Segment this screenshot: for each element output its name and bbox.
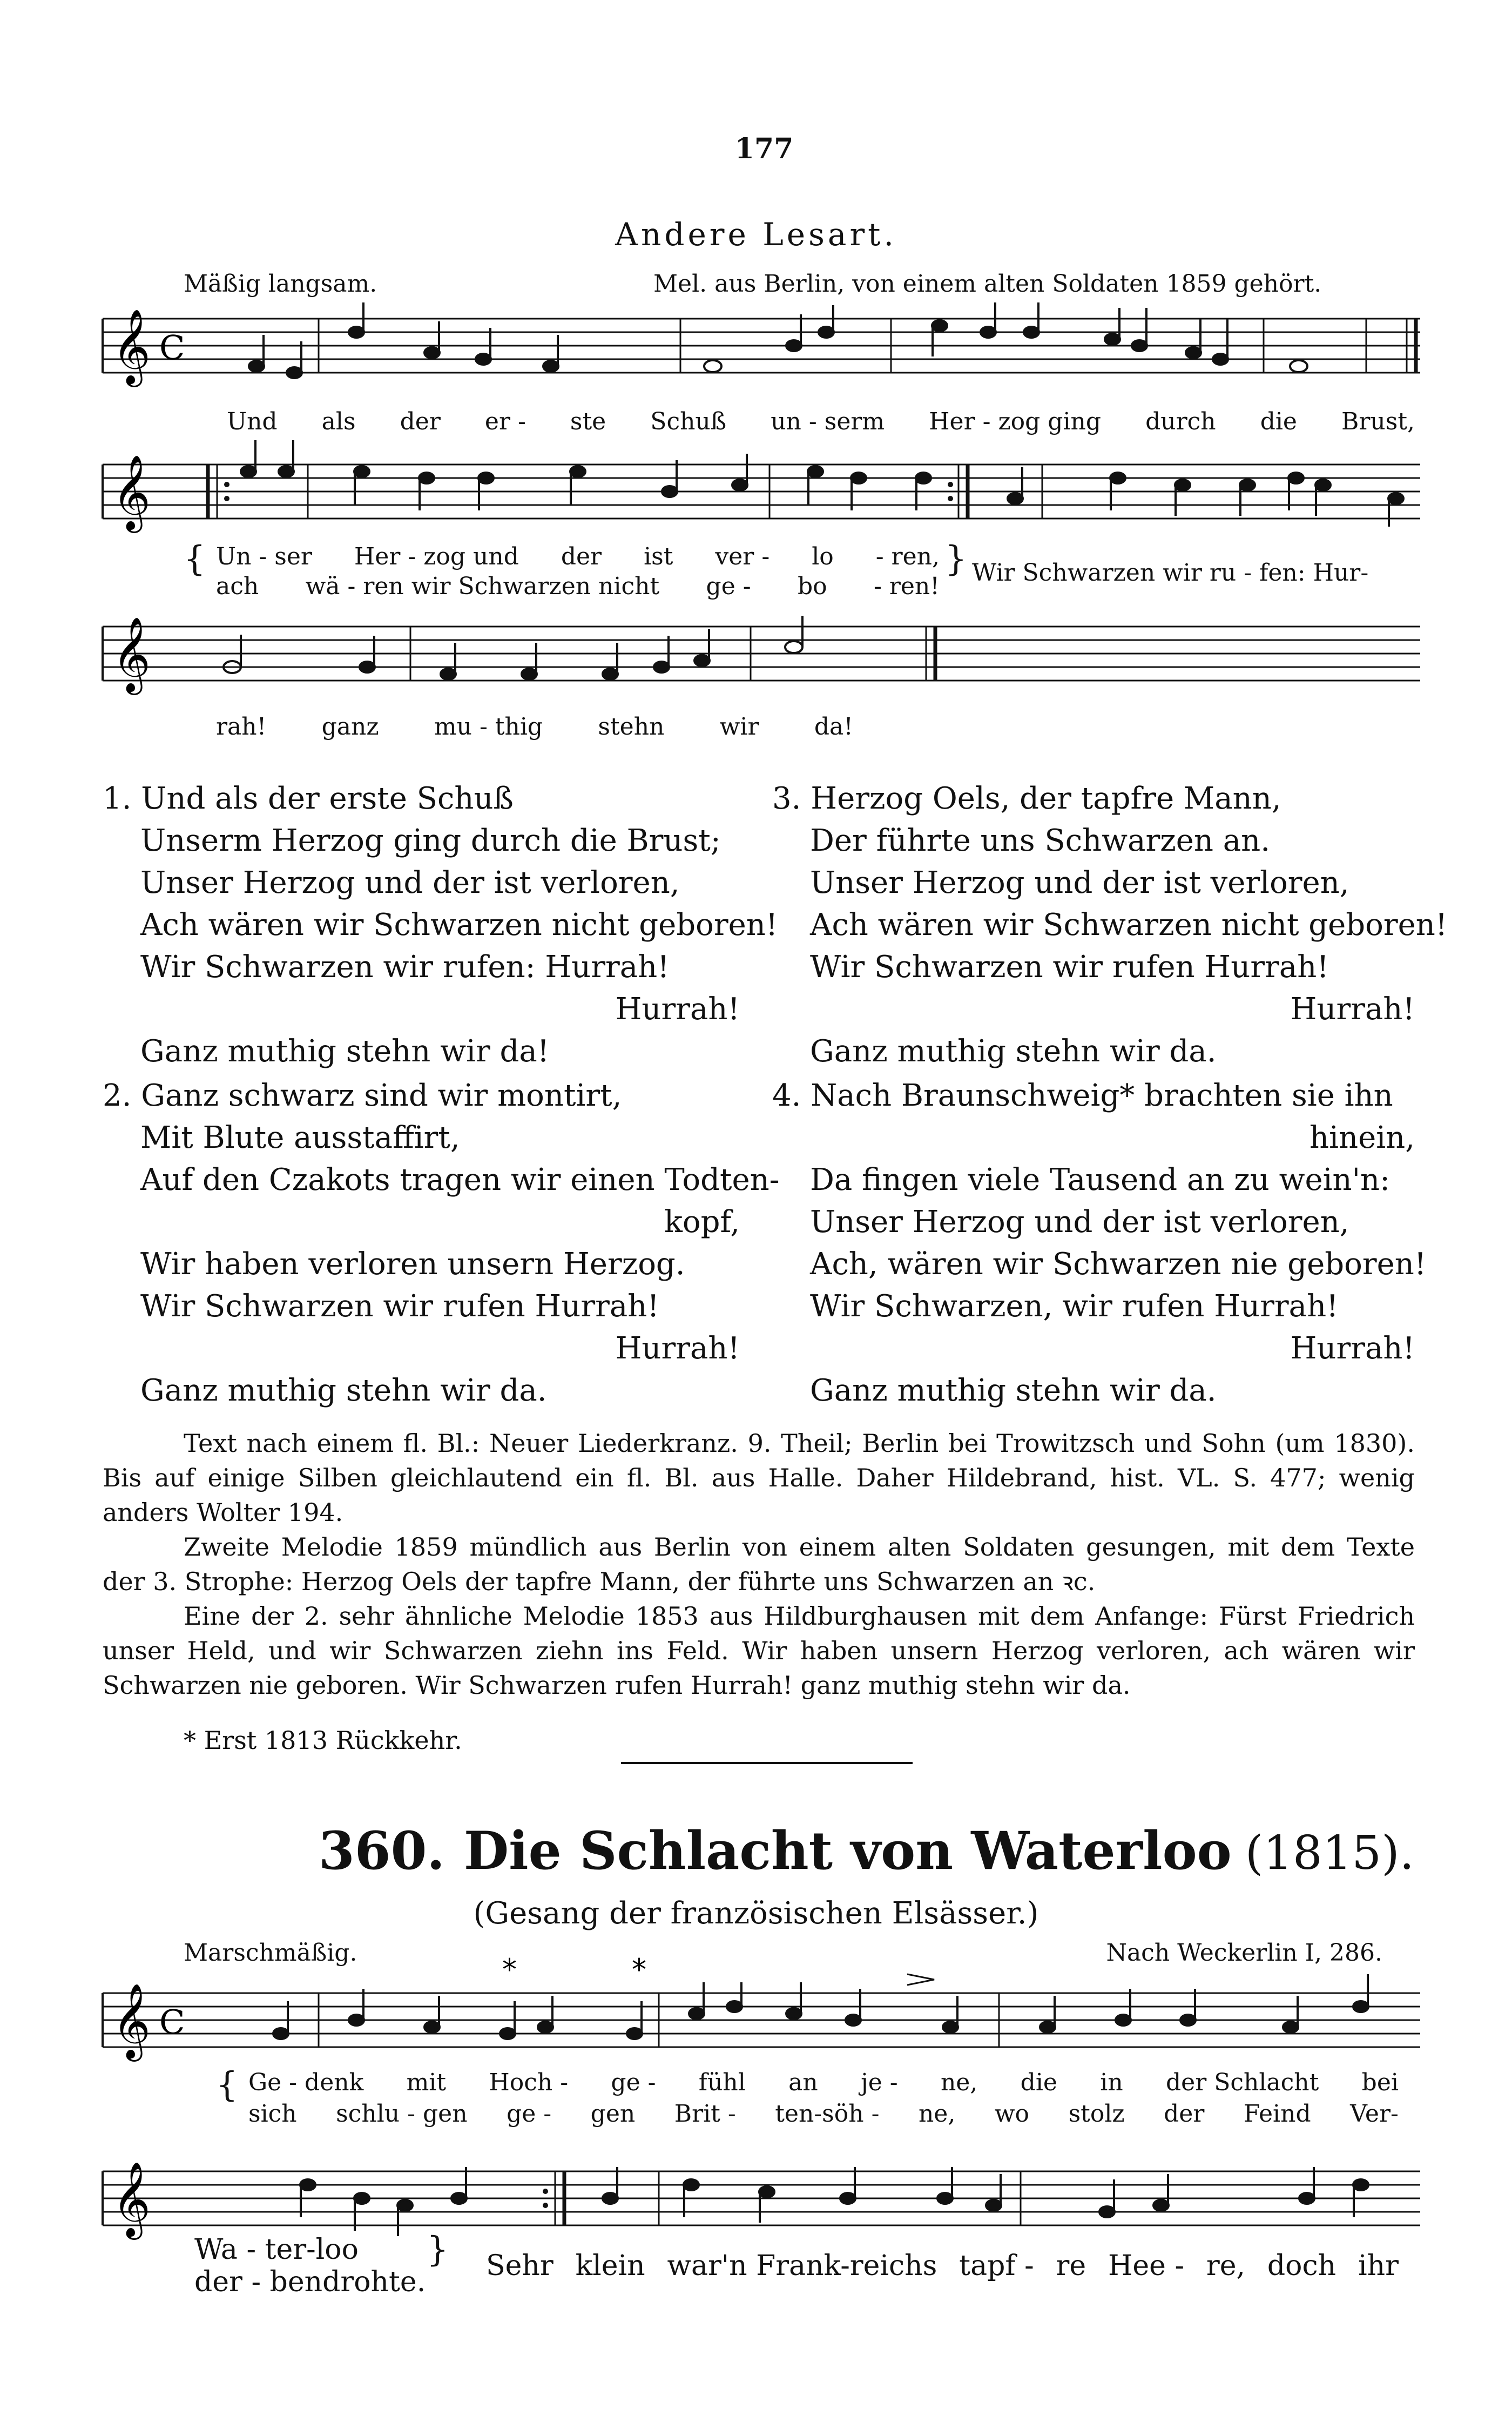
footnote: * Erst 1813 Rückkehr.: [184, 1726, 462, 1755]
verse-line: Ach wären wir Schwarzen nicht geboren!: [810, 907, 1448, 943]
treble-clef-icon: 𝄞: [112, 617, 151, 692]
verse-line: Unser Herzog und der ist verloren,: [810, 865, 1349, 900]
lyrics-line-2c: Wir Schwarzen wir ru - fen: Hur-: [972, 559, 1369, 587]
lyric-syllable: er -: [484, 408, 526, 435]
treble-clef-icon: 𝄞: [112, 1983, 151, 2058]
verse-number: 4.: [772, 1078, 801, 1113]
lyric-syllable: ver -: [715, 543, 770, 570]
lyric-syllable: ihr: [1358, 2250, 1399, 2282]
verse-line: Mit Blute ausstaffirt,: [140, 1120, 460, 1155]
common-time-icon: C: [159, 2002, 185, 2042]
verse-line: Hurrah!: [615, 992, 740, 1027]
brace-icon: {: [184, 539, 206, 579]
lyric-syllable: Und: [227, 408, 278, 435]
lyric-syllable: Brit -: [674, 2100, 736, 2128]
lyric-syllable: durch: [1145, 408, 1216, 435]
lyric-syllable: ne,: [940, 2069, 978, 2096]
lyrics-s2-line-2a: Wa - ter-loo: [194, 2233, 359, 2266]
lyric-syllable: ach: [216, 573, 259, 600]
lyric-syllable: Hoch -: [489, 2069, 569, 2096]
asterisk-mark: *: [632, 1953, 646, 1987]
melody-source: Nach Weckerlin I, 286.: [1106, 1939, 1382, 1967]
verse-line: Ganz muthig stehn wir da.: [810, 1034, 1217, 1069]
verse-line: Wir haben verloren unsern Herzog.: [140, 1247, 685, 1282]
verse-line: Wir Schwarzen wir rufen Hurrah!: [810, 950, 1329, 985]
music-staff-5: [103, 2155, 1420, 2242]
verse-line: Und als der erste Schuß: [141, 781, 514, 816]
verse-line: Ganz muthig stehn wir da.: [140, 1373, 547, 1408]
lyric-syllable: bei: [1361, 2069, 1399, 2096]
lyric-syllable: Hee -: [1108, 2250, 1185, 2282]
verse-line: Ach wären wir Schwarzen nicht geboren!: [140, 907, 778, 943]
tempo-marking: Marschmäßig.: [184, 1939, 357, 1967]
lyric-syllable: die: [1260, 408, 1297, 435]
lyric-syllable: der: [1164, 2100, 1205, 2128]
lyric-syllable: ge -: [507, 2100, 552, 2128]
song-title-block: [319, 1820, 1414, 1881]
asterisk-mark: *: [502, 1953, 517, 1987]
lyric-syllable: wir: [719, 713, 759, 741]
note-paragraph: Text nach einem fl. Bl.: Neuer Liederkranz. 9. Theil; Berlin bei Trowitzsch und Sohn (um 1830). Bis auf einige Silben gleichlautend ein fl. Bl. aus Halle. Daher Hildebrand, hist. VL. S. 477; wenig anders Wolter 194.: [103, 1429, 1415, 1527]
lyrics-s2-line-2b: der - bendrohte.: [194, 2266, 426, 2298]
verse-line: Da fingen viele Tausend an zu wein'n:: [810, 1162, 1390, 1197]
lyric-syllable: Feind: [1243, 2100, 1311, 2128]
verse-line: Hurrah!: [1290, 992, 1415, 1027]
lyric-syllable: un - serm: [771, 408, 885, 435]
lyric-syllable: lo: [812, 543, 834, 570]
lyric-syllable: ge -: [706, 573, 751, 600]
lyric-syllable: ne,: [918, 2100, 956, 2128]
verse-line: Herzog Oels, der tapfre Mann,: [811, 781, 1281, 816]
verse-line: Unserm Herzog ging durch die Brust;: [140, 823, 721, 858]
verse-line: Unser Herzog und der ist verloren,: [810, 1204, 1349, 1240]
lyrics-s2-line-1a: [248, 2069, 1399, 2096]
lyrics-s2-line-1b: [248, 2100, 1399, 2128]
lyric-syllable: Ver-: [1350, 2100, 1399, 2128]
verse-line: Wir Schwarzen wir rufen: Hurrah!: [140, 950, 670, 985]
verse-line: Ganz schwarz sind wir montirt,: [141, 1078, 622, 1113]
lyrics-s2-line-2c: [486, 2250, 1399, 2282]
editorial-notes: [103, 1426, 1415, 1702]
verse-line: hinein,: [1310, 1120, 1415, 1155]
lyric-syllable: mit: [406, 2069, 447, 2096]
lyric-syllable: sich: [248, 2100, 297, 2128]
lyric-syllable: fühl: [698, 2069, 746, 2096]
verse-line: Hurrah!: [1290, 1331, 1415, 1366]
verse-line: Nach Braunschweig* brachten sie ihn: [811, 1078, 1393, 1113]
lyrics-line-3: [216, 713, 853, 741]
lyric-syllable: war'n Frank-reichs: [667, 2250, 937, 2282]
lyric-syllable: Schuß: [650, 408, 727, 435]
common-time-icon: C: [159, 328, 185, 367]
lyric-syllable: Her - zog ging: [929, 408, 1102, 435]
lyric-syllable: Brust,: [1341, 408, 1415, 435]
lyric-syllable: re,: [1206, 2250, 1246, 2282]
song-title: Die Schlacht von Waterloo: [463, 1820, 1232, 1881]
lyric-syllable: tapf -: [959, 2250, 1034, 2282]
lyric-syllable: als: [321, 408, 356, 435]
lyric-syllable: mu - thig: [434, 713, 543, 741]
lyric-syllable: Ge - denk: [248, 2069, 364, 2096]
lyric-syllable: stehn: [598, 713, 665, 741]
lyric-syllable: - ren!: [874, 573, 940, 600]
lyric-syllable: ganz: [321, 713, 379, 741]
song-year: (1815).: [1245, 1826, 1415, 1880]
verse-line: kopf,: [664, 1204, 740, 1240]
accent-mark: [907, 1974, 934, 1985]
lyric-syllable: ge -: [611, 2069, 656, 2096]
treble-clef-icon: 𝄞: [112, 309, 151, 384]
verse-number: 1.: [103, 781, 132, 816]
lyric-syllable: stolz: [1068, 2100, 1125, 2128]
lyric-syllable: Her - zog und: [354, 543, 519, 570]
verse-3: [772, 778, 1448, 1073]
treble-clef-icon: 𝄞: [112, 455, 151, 530]
lyrics-line-2b: [216, 573, 940, 600]
lyric-syllable: rah!: [216, 713, 267, 741]
verse-line: Ganz muthig stehn wir da!: [140, 1034, 550, 1069]
note-paragraph: Eine der 2. sehr ähnliche Melodie 1853 aus Hildburghausen mit dem Anfange: Fürst Friedrich unser Held, und wir Schwarzen ziehn ins Feld. Wir haben unsern Herzog verloren, ach wären wir Schwarzen nie geboren. Wir Schwarzen rufen Hurrah! ganz muthig stehn wir da.: [103, 1601, 1415, 1700]
verse-4: [772, 1075, 1427, 1412]
lyric-syllable: je -: [861, 2069, 898, 2096]
lyric-syllable: bo: [797, 573, 827, 600]
lyric-syllable: gen: [590, 2100, 636, 2128]
music-staff-3: [103, 616, 1420, 697]
music-staff-2: [103, 454, 1420, 535]
lyric-syllable: der Schlacht: [1166, 2069, 1319, 2096]
brace-icon: {: [216, 2065, 238, 2105]
lyric-syllable: an: [788, 2069, 818, 2096]
lyric-syllable: - ren,: [875, 543, 940, 570]
lyrics-line-1: [227, 408, 1415, 435]
verse-line: Wir Schwarzen wir rufen Hurrah!: [140, 1289, 659, 1324]
verse-line: Der führte uns Schwarzen an.: [810, 823, 1271, 858]
lyric-syllable: da!: [814, 713, 853, 741]
lyric-syllable: wä - ren wir Schwarzen nicht: [305, 573, 660, 600]
verse-line: Ach, wären wir Schwarzen nie geboren!: [810, 1247, 1427, 1282]
lyric-syllable: ste: [570, 408, 606, 435]
brace-icon: }: [945, 539, 967, 579]
lyric-syllable: re: [1056, 2250, 1086, 2282]
lyrics-line-2a: [216, 543, 940, 570]
treble-clef-icon: 𝄞: [112, 2162, 151, 2237]
lyric-syllable: der: [561, 543, 602, 570]
music-staff-1: [103, 308, 1420, 389]
verse-number: 2.: [103, 1078, 132, 1113]
section-heading: Andere Lesart.: [615, 216, 897, 253]
brace-icon: }: [427, 2230, 449, 2270]
lyric-syllable: ten-söh -: [775, 2100, 880, 2128]
lyric-syllable: die: [1020, 2069, 1057, 2096]
verse-line: Unser Herzog und der ist verloren,: [140, 865, 680, 900]
page-number: 177: [734, 132, 794, 165]
verse-line: Hurrah!: [615, 1331, 740, 1366]
lyric-syllable: ist: [644, 543, 673, 570]
lyric-syllable: doch: [1267, 2250, 1336, 2282]
verse-line: Auf den Czakots tragen wir einen Todten-: [140, 1162, 780, 1197]
section-divider: [621, 1762, 913, 1764]
verse-number: 3.: [772, 781, 801, 816]
lyric-syllable: der: [400, 408, 441, 435]
verse-line: Ganz muthig stehn wir da.: [810, 1373, 1217, 1408]
verse-2: [103, 1075, 780, 1412]
lyric-syllable: klein: [575, 2250, 645, 2282]
lyric-syllable: wo: [994, 2100, 1030, 2128]
lyric-syllable: in: [1100, 2069, 1123, 2096]
song-subtitle: (Gesang der französischen Elsässer.): [473, 1896, 1039, 1931]
lyric-syllable: Sehr: [486, 2250, 554, 2282]
lyric-syllable: schlu - gen: [336, 2100, 468, 2128]
verse-line: Wir Schwarzen, wir rufen Hurrah!: [810, 1289, 1339, 1324]
melody-source: Mel. aus Berlin, von einem alten Soldaten 1859 gehört.: [653, 270, 1322, 298]
tempo-marking: Mäßig langsam.: [184, 270, 377, 298]
verse-1: [103, 778, 778, 1073]
song-number: 360.: [319, 1820, 445, 1881]
lyric-syllable: Un - ser: [216, 543, 312, 570]
note-paragraph: Zweite Melodie 1859 mündlich aus Berlin von einem alten Soldaten gesungen, mit dem Texte der 3. Strophe: Herzog Oels der tapfre Mann, der führte uns Schwarzen an ꝛc.: [103, 1532, 1415, 1596]
